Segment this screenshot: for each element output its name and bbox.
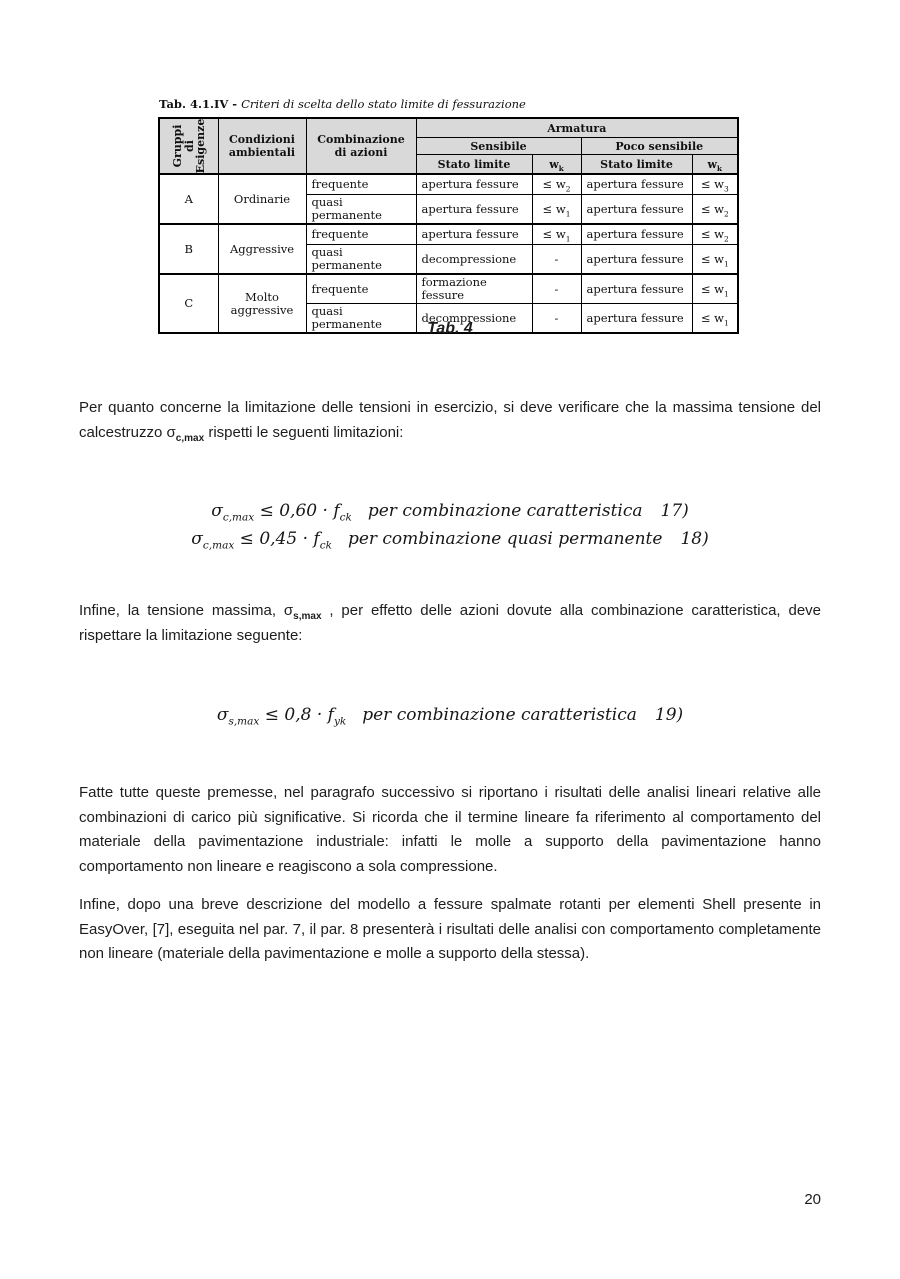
- sigma-subscript: s,max: [293, 611, 322, 622]
- cell-stato-limite-sensibile: apertura fessure: [416, 174, 532, 195]
- f-symbol: f: [313, 529, 320, 549]
- wk-value: ≤ w: [542, 227, 566, 241]
- header-stato-limite-sensibile: Stato limite: [416, 155, 532, 175]
- cell-stato-limite-poco: apertura fessure: [581, 224, 692, 245]
- cell-condizioni: Aggressive: [218, 224, 306, 274]
- cell-stato-limite-sensibile: decompressione: [416, 304, 532, 334]
- cell-stato-limite-sensibile: decompressione: [416, 245, 532, 275]
- cell-wk-poco: [692, 245, 738, 275]
- wk-value-sub: 3: [723, 184, 729, 194]
- paragraph-text: Per quanto concerne la limitazione delle tensioni in esercizio, si deve verificare che la massima tensione del calcestruzzo σ: [79, 399, 821, 441]
- rotated-group-header: [172, 118, 207, 174]
- header-condizioni-ambientali: Condizioni ambientali: [218, 118, 306, 174]
- equation-relation: ≤ 0,45 ·: [234, 529, 314, 549]
- cell-wk-poco: [692, 274, 738, 304]
- paragraph-text: rispetti le seguenti limitazioni:: [204, 423, 404, 441]
- table-row: [159, 274, 738, 304]
- wk-value-sub: 1: [723, 288, 729, 298]
- cell-wk-sensibile: [532, 224, 581, 245]
- cell-group: C: [159, 274, 218, 333]
- cell-stato-limite-poco: apertura fessure: [581, 274, 692, 304]
- sigma-symbol: σ: [191, 529, 203, 549]
- cell-stato-limite-sensibile: apertura fessure: [416, 224, 532, 245]
- paragraph-steel-tension: [79, 599, 821, 648]
- sigma-symbol: σ: [216, 705, 229, 725]
- wk-value: ≤ w: [700, 251, 724, 266]
- paragraph-linear-analysis: Fatte tutte queste premesse, nel paragrafo successivo si riportano i risultati delle analisi lineari relative alle combinazioni di carico più significative. Si ricorda che il termine lineare fa riferimento al comportamento del materiale della pavimentazione industriale: infatti le molle a supporto della pavimentazione hanno comportamento non lineare e reagiscono a sola compressione.: [79, 784, 821, 875]
- cell-wk-sensibile: [532, 174, 581, 195]
- wk-value: ≤ w: [700, 310, 724, 325]
- f-symbol: f: [327, 705, 334, 725]
- page-number: 20: [804, 1191, 821, 1208]
- cell-stato-limite-sensibile: formazione fessure: [416, 274, 532, 304]
- wk-value: ≤ w: [700, 201, 724, 216]
- wk-value-sub: 1: [565, 234, 571, 244]
- table-row: [159, 224, 738, 245]
- paragraph-text: , per effetto delle azioni dovute alla combinazione caratteristica, deve rispettare la limitazione seguente:: [79, 602, 821, 644]
- table-caption: [159, 97, 526, 112]
- cell-wk-poco: [692, 174, 738, 195]
- cell-condizioni: Molto aggressive: [218, 274, 306, 333]
- cell-stato-limite-poco: apertura fessure: [581, 245, 692, 275]
- group-header-line: Gruppi: [170, 124, 184, 168]
- cell-stato-limite-poco: apertura fessure: [581, 195, 692, 225]
- equation-number: 18): [680, 529, 709, 549]
- wk-value-sub: 1: [723, 258, 729, 268]
- wk-sub: k: [558, 163, 564, 173]
- equation-block-19: [79, 701, 821, 729]
- equation-block-17-18: [79, 497, 821, 553]
- group-header-line: Esigenze: [193, 118, 207, 174]
- header-stato-limite-poco-sensibile: Stato limite: [581, 155, 692, 175]
- paragraph-nonlinear-model: Infine, dopo una breve descrizione del modello a fessure spalmate rotanti per elementi Shell presente in EasyOver, [7], eseguita nel par. 7, il par. 8 presenterà i risultati delle analisi con comportamento completamente non lineare (materiale della pavimentazione e molle a supporto della stessa).: [79, 896, 821, 962]
- sigma-subscript: c,max: [175, 432, 205, 444]
- equation-17: [79, 497, 821, 525]
- cell-group: B: [159, 224, 218, 274]
- wk-value-sub: 1: [723, 317, 729, 327]
- equation-number: 17): [660, 501, 689, 521]
- wk-value: ≤ w: [542, 201, 566, 216]
- cell-combinazione: frequente: [306, 274, 416, 304]
- cell-wk-poco: [692, 195, 738, 225]
- cell-combinazione: quasi permanente: [306, 304, 416, 334]
- equation-condition: per combinazione caratteristica: [362, 705, 637, 725]
- header-gruppi-esigenze: [159, 118, 218, 174]
- header-armatura: Armatura: [416, 118, 738, 138]
- sigma-symbol: σ: [211, 501, 223, 521]
- cell-combinazione: frequente: [306, 224, 416, 245]
- cell-wk-sensibile: [532, 274, 581, 304]
- wk-value: ≤ w: [700, 227, 724, 241]
- wk-base: w: [549, 157, 559, 171]
- wk-value-sub: 2: [723, 234, 729, 244]
- f-symbol: f: [333, 501, 340, 521]
- header-combinazione-azioni: Combinazione di azioni: [306, 118, 416, 174]
- cell-stato-limite-poco: apertura fessure: [581, 304, 692, 334]
- wk-value-sub: 1: [565, 208, 571, 218]
- cell-stato-limite-sensibile: apertura fessure: [416, 195, 532, 225]
- table-caption-label: Tab. 4.1.IV -: [159, 97, 242, 111]
- wk-value-sub: 2: [723, 208, 729, 218]
- f-subscript: yk: [333, 715, 347, 728]
- figure-caption-tab4: Tab. 4: [427, 320, 473, 337]
- equation-relation: ≤ 0,60 ·: [254, 501, 334, 521]
- equation-relation: ≤ 0,8 ·: [259, 705, 328, 725]
- wk-base: w: [707, 157, 718, 171]
- wk-value: -: [554, 251, 559, 266]
- wk-value: ≤ w: [542, 177, 566, 191]
- equation-condition: per combinazione caratteristica: [367, 501, 643, 521]
- wk-value: ≤ w: [700, 177, 724, 191]
- cell-combinazione: quasi permanente: [306, 195, 416, 225]
- wk-value: -: [554, 281, 559, 296]
- equation-number: 19): [654, 705, 684, 725]
- group-header-line: di: [182, 140, 195, 152]
- cell-combinazione: frequente: [306, 174, 416, 195]
- paragraph-tension-limits: [79, 396, 821, 445]
- header-wk-poco-sensibile: [692, 155, 738, 175]
- sigma-subscript: s,max: [228, 715, 260, 728]
- header-wk-sensibile: [532, 155, 581, 175]
- sigma-subscript: c,max: [222, 511, 255, 524]
- cell-wk-sensibile: [532, 195, 581, 225]
- wk-sub: k: [717, 163, 722, 173]
- cell-wk-poco: [692, 224, 738, 245]
- table-header-row-1: [159, 118, 738, 138]
- table-caption-title: Criteri di scelta dello stato limite di fessurazione: [241, 97, 526, 111]
- equation-18: [79, 525, 821, 553]
- paragraph-text: Infine, la tensione massima, σ: [79, 602, 294, 619]
- cell-group: A: [159, 174, 218, 224]
- f-subscript: ck: [339, 511, 352, 524]
- cell-condizioni: Ordinarie: [218, 174, 306, 224]
- wk-value: ≤ w: [700, 281, 724, 296]
- header-poco-sensibile: Poco sensibile: [581, 138, 738, 155]
- cell-stato-limite-poco: apertura fessure: [581, 174, 692, 195]
- header-sensibile: Sensibile: [416, 138, 581, 155]
- wk-value-sub: 2: [565, 184, 571, 194]
- f-subscript: ck: [319, 539, 332, 552]
- cell-wk-sensibile: [532, 245, 581, 275]
- wk-value: -: [554, 310, 559, 325]
- equation-19: [79, 701, 821, 729]
- cell-combinazione: quasi permanente: [306, 245, 416, 275]
- table-row: [159, 174, 738, 195]
- crack-limit-state-table: [158, 117, 739, 334]
- sigma-subscript: c,max: [202, 539, 235, 552]
- equation-condition: per combinazione quasi permanente: [347, 529, 663, 549]
